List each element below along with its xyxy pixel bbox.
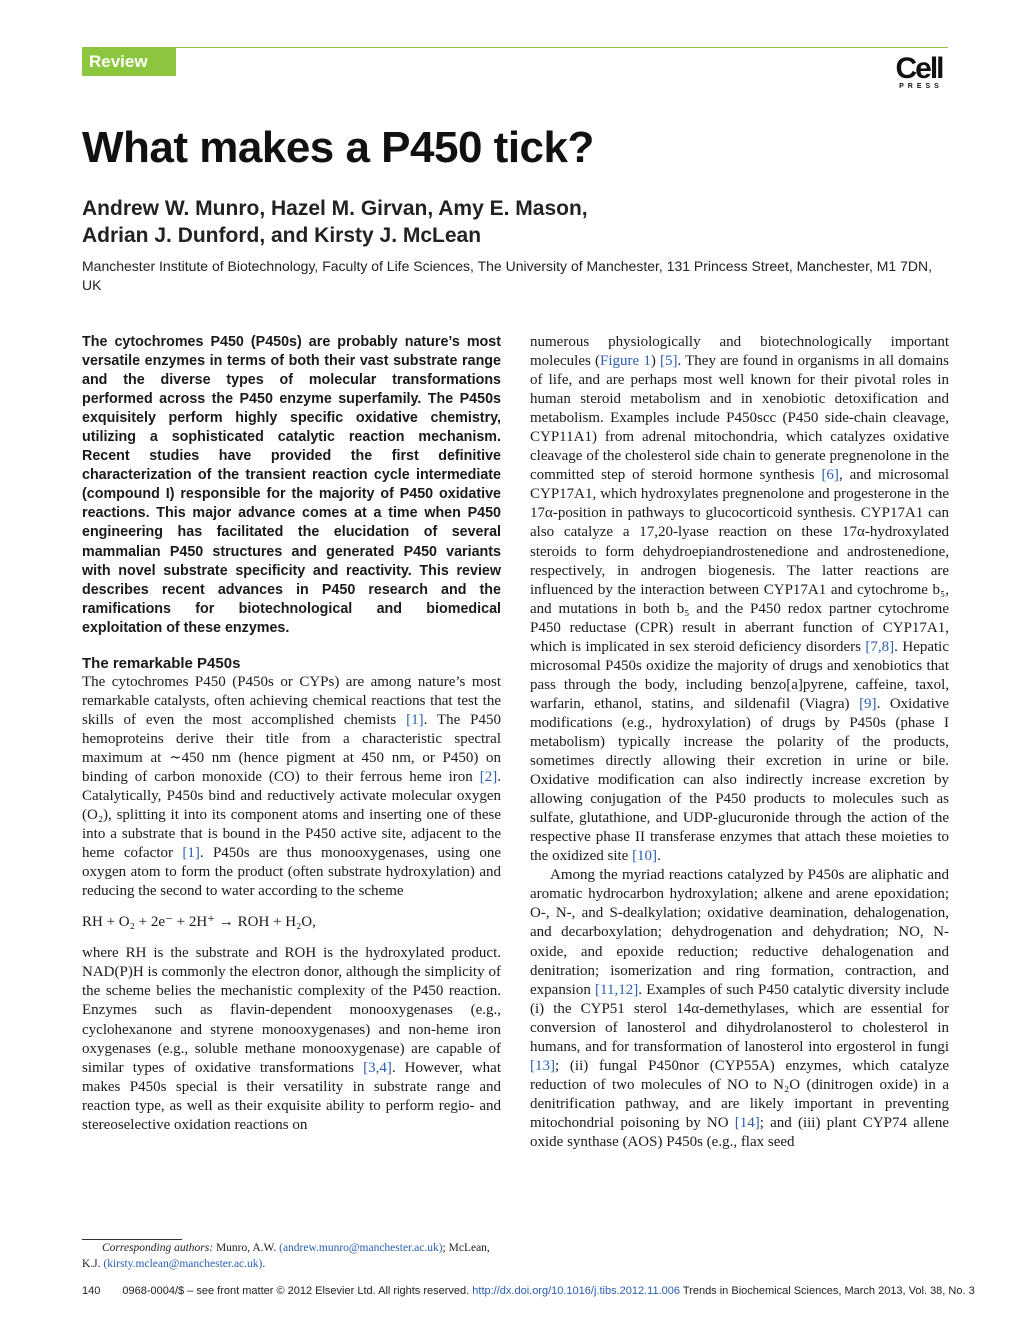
affiliation: Manchester Institute of Biotechnology, Faculty of Life Sciences, The University of Manchester, 131 Princess Street, Manchester, M1 7DN, UK: [82, 258, 932, 293]
author-list: [82, 195, 782, 249]
right-column: [530, 333, 949, 1152]
citation-link[interactable]: [9]: [859, 695, 877, 712]
author-line: Adrian J. Dunford, and Kirsty J. McLean: [82, 224, 482, 247]
section-badge: Review: [82, 47, 176, 76]
abstract: The cytochromes P450 (P450s) are probably nature’s most versatile enzymes in terms of both their vast substrate range and the diverse types of molecular transformations performed across the P450 enzyme superfamily. The P450s exquisitely perform highly specific oxidative chemistry, utilizing a sophisticated catalytic reaction mechanism. Recent studies have provided the first definitive characterization of the transient reaction cycle intermediate (compound I) responsible for the majority of P450 oxidative reactions. This major advance comes at a time when P450 engineering has facilitated the elucidation of several mammalian P450 structures and generated P450 variants with novel substrate specificity and reactivity. This review describes recent advances in P450 research and the ramifications for biotechnological and biomedical exploitation of these enzymes.: [82, 334, 501, 636]
section-heading: The remarkable P450s: [82, 654, 241, 672]
citation-link[interactable]: [1]: [406, 711, 424, 728]
page-number: 140: [82, 1285, 101, 1297]
left-column: [82, 333, 501, 1135]
corresponding-authors-footnote: Corresponding authors: Munro, A.W. (andrew.munro@manchester.ac.uk); McLean, K.J. (kirsty.mclean@manchester.ac.uk).: [82, 1242, 490, 1270]
citation-link[interactable]: [2]: [479, 768, 498, 785]
email-link[interactable]: (andrew.munro@manchester.ac.uk): [279, 1242, 443, 1254]
body-paragraph: Among the myriad reactions catalyzed by P450s are aliphatic and aromatic hydrocarbon hydroxylation; alkene and arene epoxidation; O-, N-, and S-dealkylation; oxidative deamination, dehalogenation, and decarboxylation; dehydrogenation and dehydration; NO, N-oxide, and epoxide reduction; reductive dehalogenation and denitration; isomerization and ring formation, contraction, and expansion [11,12]. Examples of such P450 catalytic diversity include (i) the CYP51 sterol 14α-demethylases, which are essential for conversion of lanosterol and dihydrolanosterol to cholesterol in humans, and for transformation of lanosterol into ergosterol in fungi [13]; (ii) fungal P450nor (CYP55A) enzymes, which catalyze reduction of two molecules of NO to N₂O (dinitrogen oxide) in a denitrification pathway, and are likely important in preventing mitochondrial poisoning by NO [14]; and (iii) plant CYP74 allene oxide synthase (AOS) P450s (e.g., flax seed: [530, 867, 949, 1150]
body-paragraph: The cytochromes P450 (P450s or CYPs) are among nature’s most remarkable catalysts, often achieving chemical reactions that test the skills of even the most accomplished chemists [1]. The P450 hemoproteins derive their title from a characteristic spectral maximum at ∼450 nm (hence pigment at 450 nm, or P450) on binding of carbon monoxide (CO) to their ferrous heme iron [2]. Catalytically, P450s bind and reductively activate molecular oxygen (O₂), splitting it into its component atoms and inserting one of these into a substrate that is bound in the P450 active site, adjacent to the heme cofactor [1]. P450s are thus monooxygenases, using one oxygen atom to form the product (often substrate hydroxylation) and reducing the second to water according to the scheme: [82, 673, 501, 900]
email-link[interactable]: (kirsty.mclean@manchester.ac.uk): [103, 1257, 263, 1270]
reaction-equation: RH + O₂ + 2e⁻ + 2H⁺ → ROH + H₂O,: [82, 914, 316, 931]
author-line: Andrew W. Munro, Hazel M. Girvan, Amy E. Mason,: [82, 197, 588, 220]
footnote-rule: [82, 1239, 182, 1240]
header-rule: [82, 47, 948, 48]
citation-link[interactable]: [10]: [632, 848, 658, 865]
page-footer: 140 0968-0004/$ – see front matter © 2012 Elsevier Ltd. All rights reserved. http://dx.doi.org/10.1016/j.tibs.2012.11.006 Trends in Biochemical Sciences, March 2013, Vol. 38, No. 3: [82, 1285, 975, 1297]
figure-link[interactable]: Figure 1: [599, 353, 651, 370]
citation-link[interactable]: [1]: [182, 845, 200, 862]
citation-link[interactable]: [3,4]: [363, 1059, 392, 1076]
body-paragraph: numerous physiologically and biotechnologically important molecules (Figure 1) [5]. They are found in organisms in all domains of life, and are perhaps most well known for their pivotal roles in human steroid metabolism and in xenobiotic detoxification and metabolism. Examples include P450scc (P450 side-chain cleavage, CYP11A1) from adrenal mitochondria, which catalyzes oxidative cleavage of the cholesterol side chain to generate pregnenolone in the committed step of steroid hormone synthesis [6], and microsomal CYP17A1, which hydroxylates pregnenolone and progesterone in the 17α-position in pathways to glucocorticoid synthesis. CYP17A1 can also catalyze a 17,20-lyase reaction on these 17α-hydroxylated steroids to form dehydroepiandrostenedione and androstenedione, respectively, in androgen biogenesis. The latter reactions are influenced by the interaction between CYP17A1 and cytochrome b₅, and mutations in both b₅ and the P450 redox partner cytochrome P450 reductase (CPR) result in aberrant function of CYP17A1, which is implicated in sex steroid deficiency disorders [7,8]. Hepatic microsomal P450s oxidize the majority of drugs and xenobiotics that pass through the body, including benzo[a]pyrene, caffeine, taxol, warfarin, ethanol, statins, and sildenafil (Viagra) [9]. Oxidative modifications (e.g., hydroxylation) of drugs by P450s (phase I metabolism) typically increase the polarity of the products, sometimes directly allowing their excretion in urine or bile. Oxidative modification can also indirectly increase excretion by allowing conjugation of the P450 products to molecules such as sulfate, glutathione, and UDP-glucuronide through the action of the respective phase II transferase enzymes that attach these moieties to the oxidized site [10].: [530, 334, 950, 865]
citation-link[interactable]: [5]: [660, 353, 678, 370]
citation-link[interactable]: [7,8]: [865, 638, 895, 655]
logo-word: Cell: [895, 52, 943, 85]
logo-subtitle: PRESS: [899, 83, 943, 90]
article-title: What makes a P450 tick?: [82, 123, 594, 172]
doi-link[interactable]: http://dx.doi.org/10.1016/j.tibs.2012.11.006: [472, 1285, 680, 1297]
citation-link[interactable]: [13]: [530, 1057, 555, 1074]
body-paragraph: where RH is the substrate and ROH is the hydroxylated product. NAD(P)H is commonly the electron donor, although the simplicity of the scheme belies the mechanistic complexity of the P450 reaction. Enzymes such as flavin-dependent monooxygenases (e.g., cyclohexanone and styrene monooxygenases) and non-heme iron oxygenases (e.g., soluble methane monooxygenase) are capable of similar types of oxidative transformations [3,4]. However, what makes P450s special is their versatility in substrate range and reaction type, as well as their exquisite ability to perform regio- and stereoselective oxidation reactions on: [82, 945, 501, 1133]
cell-press-logo: [888, 52, 950, 91]
citation-link[interactable]: [6]: [821, 467, 839, 484]
citation-link[interactable]: [14]: [734, 1114, 760, 1131]
citation-link[interactable]: [11,12]: [595, 981, 639, 998]
